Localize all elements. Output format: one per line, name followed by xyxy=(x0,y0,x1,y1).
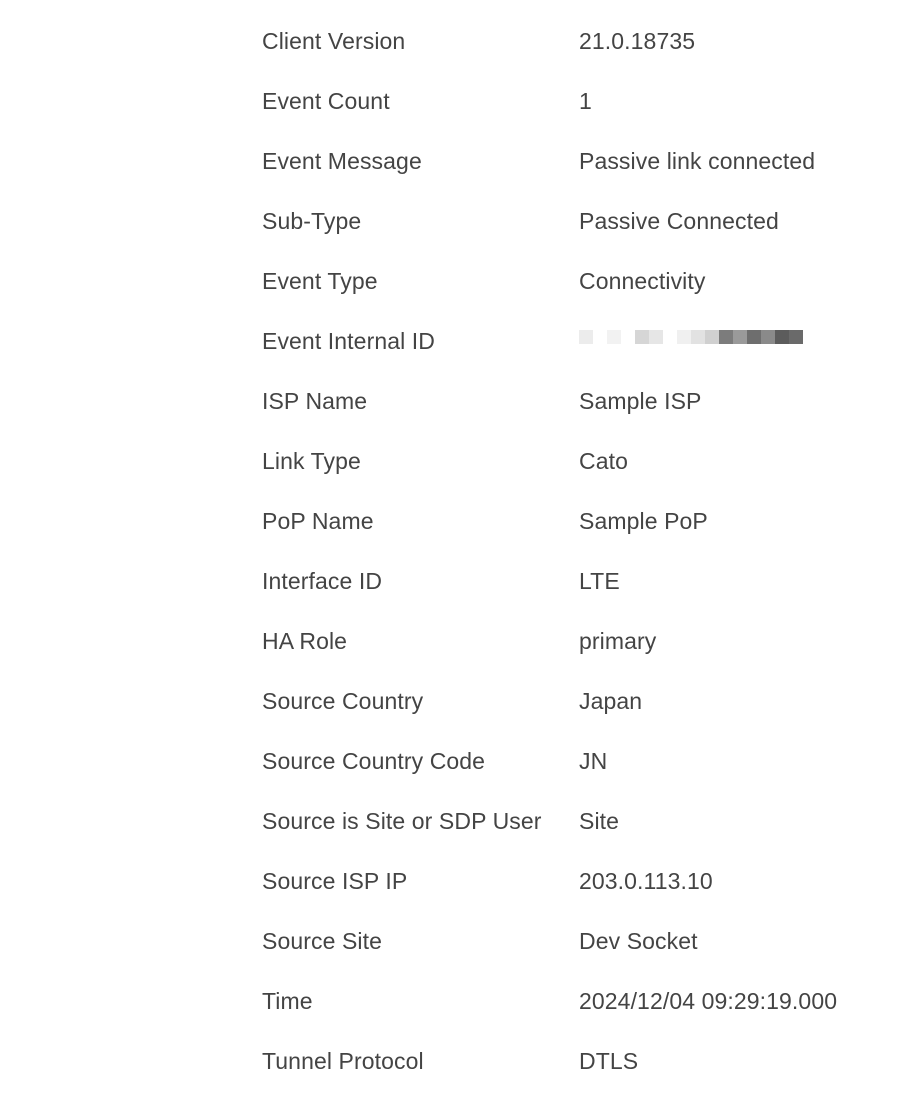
field-row-interface-id xyxy=(262,551,902,611)
field-value: Site xyxy=(579,807,620,834)
field-value: primary xyxy=(579,627,657,654)
field-row-source-isp-ip xyxy=(262,851,902,911)
field-row-event-message xyxy=(262,131,902,191)
field-value: 1 xyxy=(579,87,592,114)
field-label: ISP Name xyxy=(262,387,368,414)
field-label: PoP Name xyxy=(262,507,374,534)
field-row-link-type xyxy=(262,431,902,491)
field-label: Time xyxy=(262,987,313,1014)
redaction-block xyxy=(621,330,635,344)
field-value: LTE xyxy=(579,567,620,594)
redacted-value xyxy=(579,330,803,344)
field-label: Source Site xyxy=(262,927,382,954)
field-label: Source ISP IP xyxy=(262,867,408,894)
redaction-block xyxy=(663,330,677,344)
redaction-block xyxy=(607,330,621,344)
redaction-block xyxy=(691,330,705,344)
redaction-block xyxy=(775,330,789,344)
redaction-block xyxy=(593,330,607,344)
field-row-ha-role xyxy=(262,611,902,671)
field-value: Passive Connected xyxy=(579,207,779,234)
field-value: Sample ISP xyxy=(579,387,702,414)
field-row-event-count xyxy=(262,71,902,131)
field-row-tunnel-protocol xyxy=(262,1031,902,1091)
field-row-event-type xyxy=(262,251,902,311)
redaction-block xyxy=(789,330,803,344)
field-row-source-country-code xyxy=(262,731,902,791)
field-value: JN xyxy=(579,747,608,774)
redaction-block xyxy=(719,330,733,344)
redaction-block xyxy=(649,330,663,344)
field-label: HA Role xyxy=(262,627,348,654)
redaction-block xyxy=(579,330,593,344)
redaction-block xyxy=(747,330,761,344)
field-value: Dev Socket xyxy=(579,927,698,954)
field-label: Interface ID xyxy=(262,567,383,594)
field-label: Event Count xyxy=(262,87,390,114)
field-label: Client Version xyxy=(262,27,406,54)
field-label: Event Type xyxy=(262,267,378,294)
field-row-isp-name xyxy=(262,371,902,431)
redaction-block xyxy=(705,330,719,344)
field-label: Sub-Type xyxy=(262,207,362,234)
field-value: Cato xyxy=(579,447,628,474)
redaction-block xyxy=(635,330,649,344)
field-row-time xyxy=(262,971,902,1031)
field-row-source-site xyxy=(262,911,902,971)
redaction-block xyxy=(677,330,691,344)
redaction-block xyxy=(733,330,747,344)
field-row-source-country xyxy=(262,671,902,731)
field-value: Sample PoP xyxy=(579,507,708,534)
field-value: DTLS xyxy=(579,1047,639,1074)
field-value: Connectivity xyxy=(579,267,706,294)
field-row-client-version xyxy=(262,11,902,71)
field-label: Event Message xyxy=(262,147,422,174)
field-label: Link Type xyxy=(262,447,361,474)
event-details-list xyxy=(262,11,902,1091)
field-row-sub-type xyxy=(262,191,902,251)
field-label: Source Country Code xyxy=(262,747,486,774)
field-label: Event Internal ID xyxy=(262,327,436,354)
field-row-pop-name xyxy=(262,491,902,551)
field-value: 21.0.18735 xyxy=(579,27,696,54)
redaction-block xyxy=(761,330,775,344)
field-value: 2024/12/04 09:29:19.000 xyxy=(579,987,838,1014)
field-label: Source is Site or SDP User xyxy=(262,807,542,834)
field-label: Tunnel Protocol xyxy=(262,1047,424,1074)
field-label: Source Country xyxy=(262,687,424,714)
field-value: 203.0.113.10 xyxy=(579,867,713,894)
field-value: Passive link connected xyxy=(579,147,816,174)
field-row-event-internal-id xyxy=(262,311,902,371)
field-value: Japan xyxy=(579,687,643,714)
field-row-source-is-site-or-sdp-user xyxy=(262,791,902,851)
